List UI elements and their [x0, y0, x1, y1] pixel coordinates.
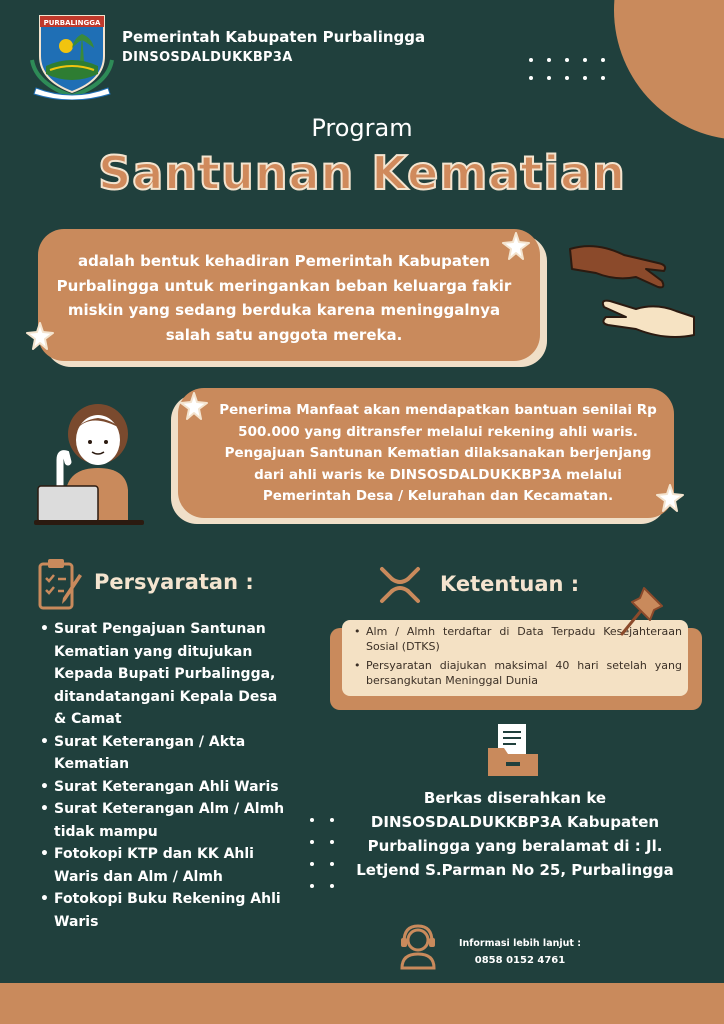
bottom-strip	[0, 983, 724, 1024]
hands-icon	[566, 237, 698, 352]
list-item: • Surat Keterangan Alm / Almh tidak mampu	[38, 798, 288, 843]
folder-icon	[486, 722, 540, 778]
woman-laptop-icon	[30, 398, 160, 530]
list-item: • Alm / Almh terdaftar di Data Terpadu Kesejahteraan Sosial (DTKS)	[352, 624, 682, 654]
list-item: • Surat Pengajuan Santunan Kematian yang ditujukan Kepada Bupati Purbalingga, ditandatangani Kepala Desa & Camat	[38, 618, 288, 731]
sparkle-icon	[180, 392, 208, 420]
list-item: • Surat Keterangan / Akta Kematian	[38, 731, 288, 776]
requirements-title: Persyaratan :	[94, 570, 254, 594]
list-item: • Surat Keterangan Ahli Waris	[38, 776, 288, 799]
regency-logo	[26, 10, 118, 100]
submission-address: Berkas diserahkan ke DINSOSDALDUKKBP3A Kabupaten Purbalingga yang beralamat di : Jl. Letjend S.Parman No 25, Purbalingga	[356, 789, 674, 879]
list-item: • Fotokopi Buku Rekening Ahli Waris	[38, 888, 288, 933]
clipboard-icon	[38, 558, 84, 610]
contact-phone[interactable]: 0858 0152 4761	[474, 955, 566, 966]
sparkle-icon	[26, 322, 54, 350]
agency-name: DINSOSDALDUKKBP3A	[122, 50, 293, 65]
sparkle-icon	[502, 232, 530, 260]
requirements-list	[38, 618, 288, 933]
org-name: Pemerintah Kabupaten Purbalingga	[122, 28, 426, 46]
customer-service-icon	[398, 924, 438, 970]
page-title: Santunan Kematian	[98, 146, 626, 200]
spark-icon	[378, 563, 422, 607]
decorative-dots	[527, 56, 607, 86]
pin-icon	[618, 586, 664, 638]
benefit-text: Penerima Manfaat akan mendapatkan bantuan senilai Rp 500.000 yang ditransfer melalui rekening ahli waris. Pengajuan Santunan Kematian dilaksanakan berjenjang dari ahli waris ke DINSOSDALDUKKBP3A melalui Pemerintah Desa / Kelurahan dan Kecamatan.	[219, 402, 657, 504]
provisions-title: Ketentuan :	[440, 572, 580, 596]
list-item: • Fotokopi KTP dan KK Ahli Waris dan Alm / Almh	[38, 843, 288, 888]
list-item: • Persyaratan diajukan maksimal 40 hari setelah yang bersangkutan Meninggal Dunia	[352, 658, 682, 688]
decorative-dots	[308, 816, 338, 892]
logo-text: PURBALINGGA	[43, 19, 101, 27]
contact-label: Informasi lebih lanjut :	[458, 938, 582, 949]
intro-text: adalah bentuk kehadiran Pemerintah Kabupaten Purbalingga untuk meringankan beban keluarga fakir miskin yang sedang berduka karena meninggalnya salah satu anggota mereka.	[56, 252, 512, 344]
sparkle-icon	[656, 484, 684, 512]
program-label: Program	[311, 114, 413, 142]
